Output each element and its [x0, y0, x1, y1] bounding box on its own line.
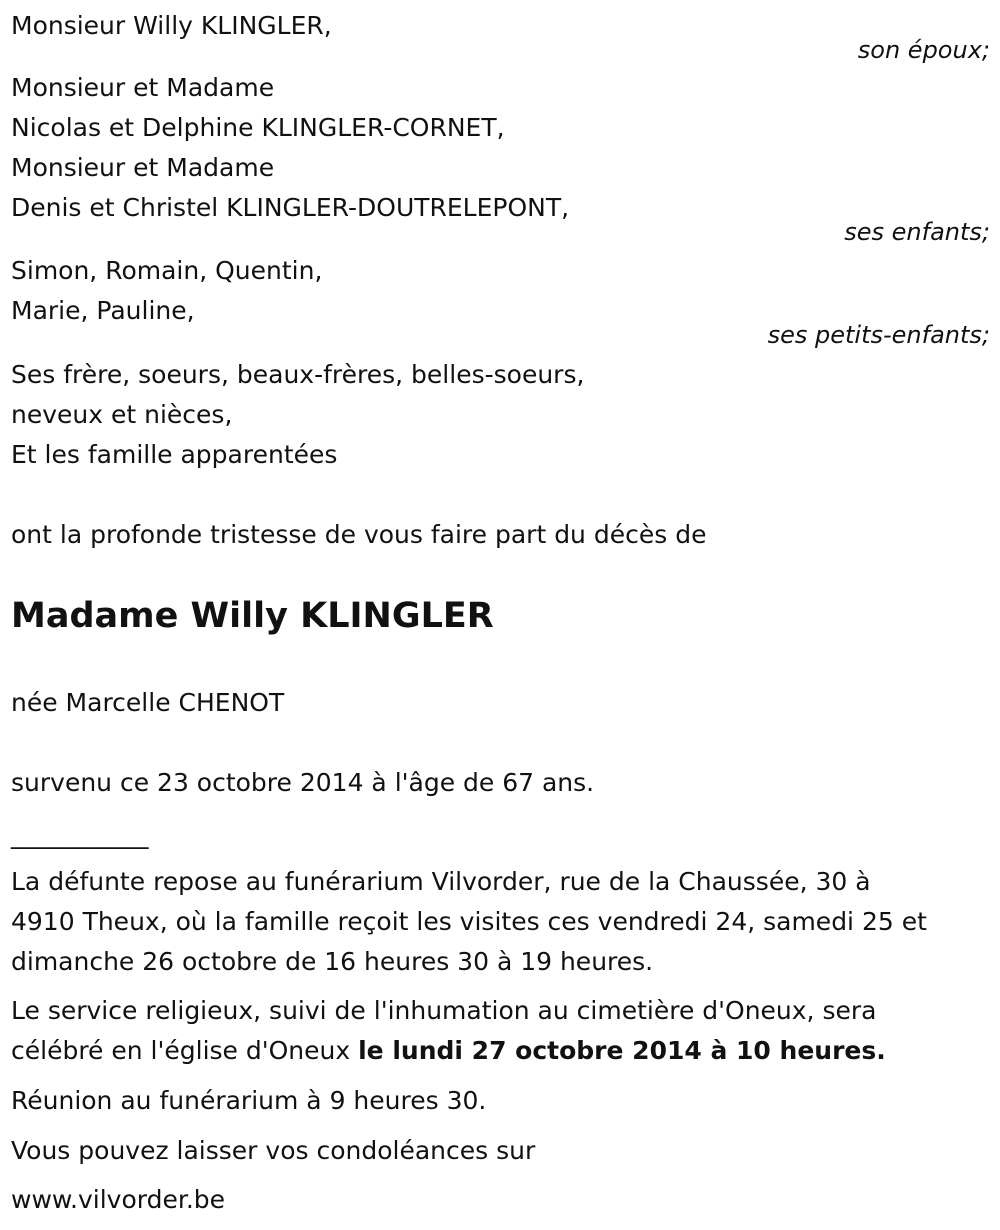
service-line-2-prefix: célébré en l'église d'Oneux — [11, 1036, 359, 1065]
relatives-line-2: neveux et nièces, — [11, 400, 233, 429]
spouse-name: Monsieur Willy KLINGLER, — [11, 11, 332, 40]
grandchildren-line-1: Simon, Romain, Quentin, — [11, 256, 323, 285]
announcement-text: ont la profonde tristesse de vous faire part du décès de — [11, 520, 707, 549]
children-line-1: Monsieur et Madame — [11, 73, 275, 102]
service-line-1: Le service religieux, suivi de l'inhumation au cimetière d'Oneux, sera — [11, 996, 877, 1025]
repose-line-2: 4910 Theux, où la famille reçoit les visites ces vendredi 24, samedi 25 et — [11, 907, 927, 936]
condolences-text: Vous pouvez laisser vos condoléances sur — [11, 1136, 536, 1165]
grandchildren-role: ses petits-enfants; — [767, 321, 990, 349]
deceased-name: Madame Willy KLINGLER — [11, 596, 494, 636]
service-date-time: le lundi 27 octobre 2014 à 10 heures. — [358, 1036, 886, 1065]
spouse-role: son époux; — [857, 36, 990, 64]
website-link[interactable]: www.vilvorder.be — [11, 1185, 226, 1214]
reunion-text: Réunion au funérarium à 9 heures 30. — [11, 1086, 487, 1115]
relatives-line-1: Ses frère, soeurs, beaux-frères, belles-soeurs, — [11, 360, 585, 389]
death-info: survenu ce 23 octobre 2014 à l'âge de 67 ans. — [11, 768, 595, 797]
relatives-line-3: Et les famille apparentées — [11, 440, 338, 469]
children-line-4: Denis et Christel KLINGLER-DOUTRELEPONT, — [11, 193, 570, 222]
maiden-name: née Marcelle CHENOT — [11, 688, 285, 717]
children-line-3: Monsieur et Madame — [11, 153, 275, 182]
children-line-2: Nicolas et Delphine KLINGLER-CORNET, — [11, 113, 505, 142]
children-role: ses enfants; — [844, 218, 990, 246]
grandchildren-line-2: Marie, Pauline, — [11, 296, 195, 325]
repose-line-3: dimanche 26 octobre de 16 heures 30 à 19 heures. — [11, 947, 654, 976]
separator-line: ___________ — [11, 820, 149, 849]
repose-line-1: La défunte repose au funérarium Vilvorder, rue de la Chaussée, 30 à — [11, 867, 871, 896]
service-line-2 — [11, 1036, 886, 1066]
